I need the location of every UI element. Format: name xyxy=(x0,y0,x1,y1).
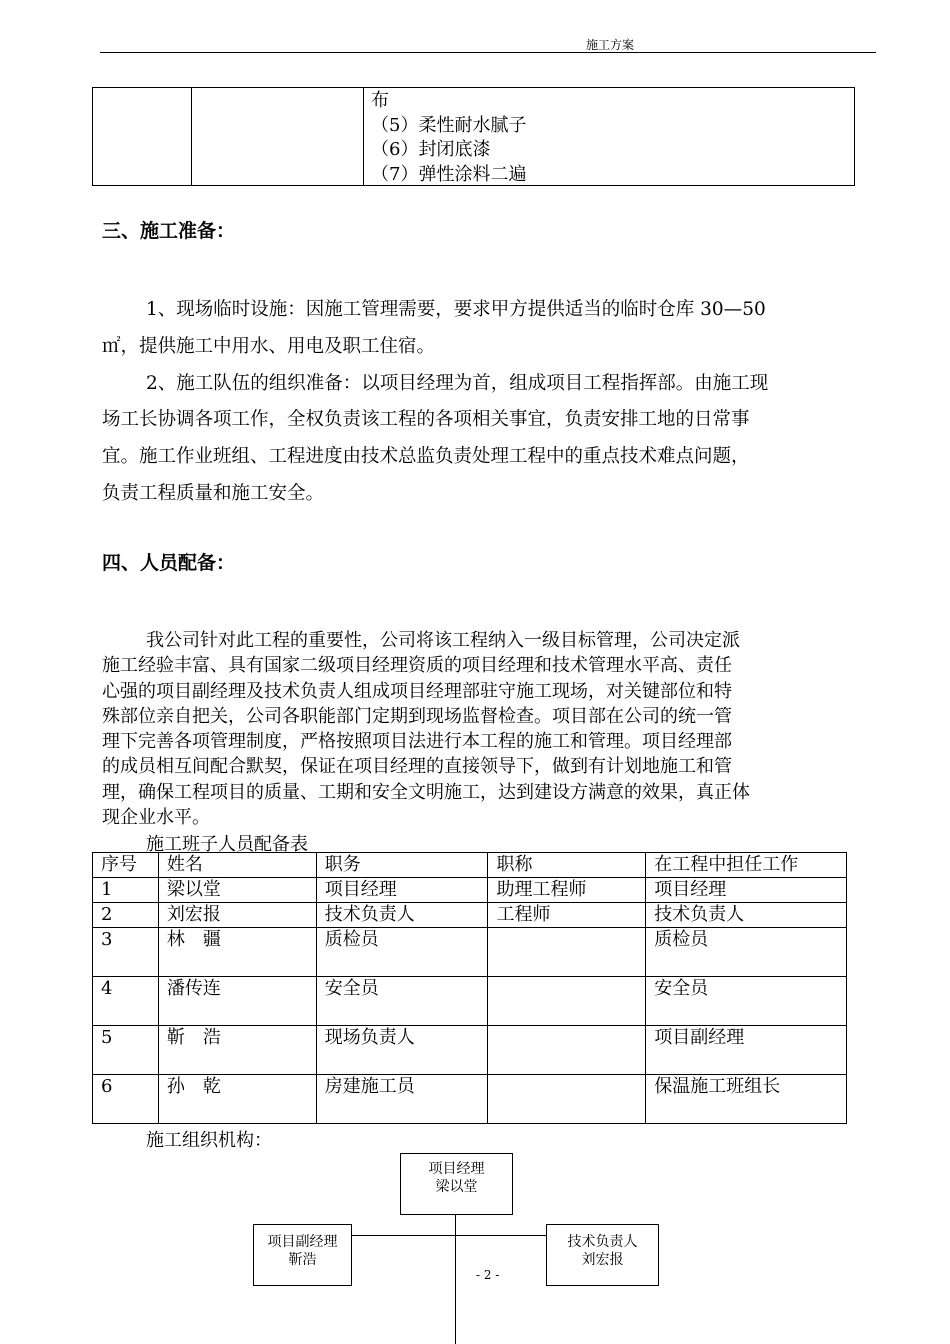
org-box-deputy-manager xyxy=(253,1224,352,1286)
continued-table xyxy=(92,87,855,186)
staffing-paragraph xyxy=(102,628,877,830)
table-row xyxy=(93,977,847,1026)
table-cell: 项目经理 xyxy=(646,878,847,903)
table-cell: 6 xyxy=(93,1075,159,1124)
paragraph-line: 2、施工队伍的组织准备：以项目经理为首，组成项目工程指挥部。由施工现 xyxy=(146,373,769,394)
paragraph-line: 负责工程质量和施工安全。 xyxy=(102,483,325,504)
table-cell: 工程师 xyxy=(488,903,646,928)
paragraph-line: 我公司针对此工程的重要性，公司将该工程纳入一级目标管理，公司决定派 xyxy=(146,630,740,651)
paragraph-line: 1、现场临时设施：因施工管理需要，要求甲方提供适当的临时仓库 30—50 xyxy=(146,299,766,320)
table-cell: 技术负责人 xyxy=(646,903,847,928)
page-number: - 2 - xyxy=(476,1268,500,1282)
table-cell: 现场负责人 xyxy=(316,1026,488,1075)
table-cell: 靳 浩 xyxy=(158,1026,316,1075)
table-cell xyxy=(488,977,646,1026)
org-role: 项目经理 xyxy=(428,1161,485,1177)
paragraph-line: 的成员相互间配合默契，保证在项目经理的直接领导下，做到有计划地施工和管 xyxy=(102,756,732,778)
table-cell: 质检员 xyxy=(646,928,847,977)
header-cell: 姓名 xyxy=(158,853,316,878)
header-cell: 序号 xyxy=(93,853,159,878)
table-cell: 孙 乾 xyxy=(158,1075,316,1124)
table-cell: 安全员 xyxy=(646,977,847,1026)
table-cell: 1 xyxy=(93,878,159,903)
header-title: 施工方案 xyxy=(586,38,635,52)
table-cell: 梁以堂 xyxy=(158,878,316,903)
table-divider xyxy=(191,88,192,185)
material-line: 布 xyxy=(371,90,389,111)
table-cell: 项目经理 xyxy=(316,878,488,903)
table-cell: 潘传连 xyxy=(158,977,316,1026)
table-cell xyxy=(488,1075,646,1124)
table-cell: 林 疆 xyxy=(158,928,316,977)
table-row xyxy=(93,928,847,977)
org-person: 梁以堂 xyxy=(435,1179,478,1195)
table-row xyxy=(93,1075,847,1124)
table-cell: 质检员 xyxy=(316,928,488,977)
paragraph-line: ㎡，提供施工中用水、用电及职工住宿。 xyxy=(102,336,436,357)
org-person: 刘宏报 xyxy=(581,1252,624,1268)
section-heading-preparation: 三、施工准备： xyxy=(102,220,236,242)
org-role: 项目副经理 xyxy=(267,1234,338,1250)
table-header-row xyxy=(93,853,847,878)
table-cell-materials xyxy=(371,89,526,187)
table-cell xyxy=(488,1026,646,1075)
table-row xyxy=(93,1026,847,1075)
header-rule xyxy=(100,52,876,53)
org-person: 靳浩 xyxy=(288,1252,317,1268)
paragraph-line: 施工经验丰富、具有国家二级项目经理资质的项目经理和技术管理水平高、责任 xyxy=(102,655,732,677)
material-line: （5）柔性耐水腻子 xyxy=(371,114,527,136)
table-divider xyxy=(363,88,364,185)
section-heading-staffing: 四、人员配备： xyxy=(102,552,236,574)
paragraph-line: 殊部位亲自把关，公司各职能部门定期到现场监督检查。项目部在公司的统一管 xyxy=(102,705,732,727)
table-cell: 3 xyxy=(93,928,159,977)
org-chart-caption: 施工组织机构： xyxy=(146,1130,272,1151)
table-cell: 房建施工员 xyxy=(316,1075,488,1124)
table-cell: 4 xyxy=(93,977,159,1026)
header-cell: 职称 xyxy=(488,853,646,878)
material-line: （6）封闭底漆 xyxy=(371,139,491,160)
table-cell: 保温施工班组长 xyxy=(646,1075,847,1124)
org-connector-horizontal xyxy=(352,1235,546,1236)
org-box-technical-lead xyxy=(546,1224,659,1286)
material-line: （7）弹性涂料二遍 xyxy=(371,163,527,185)
table-row xyxy=(93,903,847,928)
table-caption: 施工班子人员配备表 xyxy=(146,834,308,855)
header-cell: 在工程中担任工作 xyxy=(646,853,847,878)
paragraph-line: 理，确保工程项目的质量、工期和安全文明施工，达到建设方满意的效果，真正体 xyxy=(102,781,750,803)
paragraph-line: 宜。施工作业班组、工程进度由技术总监负责处理工程中的重点技术难点问题， xyxy=(102,446,750,467)
table-cell: 助理工程师 xyxy=(488,878,646,903)
header-cell: 职务 xyxy=(316,853,488,878)
table-row xyxy=(93,878,847,903)
org-role: 技术负责人 xyxy=(567,1234,638,1250)
paragraph-line: 理下完善各项管理制度，严格按照项目法进行本工程的施工和管理。项目经理部 xyxy=(102,731,732,753)
table-cell: 项目副经理 xyxy=(646,1026,847,1075)
table-cell xyxy=(488,928,646,977)
paragraph-line: 场工长协调各项工作，全权负责该工程的各项相关事宜，负责安排工地的日常事 xyxy=(102,409,750,430)
staff-table xyxy=(92,852,847,1124)
paragraph-line: 现企业水平。 xyxy=(102,807,210,829)
table-cell: 刘宏报 xyxy=(158,903,316,928)
table-cell: 安全员 xyxy=(316,977,488,1026)
org-box-project-manager xyxy=(400,1153,513,1215)
table-cell: 2 xyxy=(93,903,159,928)
table-cell: 技术负责人 xyxy=(316,903,488,928)
paragraph-line: 心强的项目副经理及技术负责人组成项目经理部驻守施工现场，对关键部位和特 xyxy=(102,680,732,702)
table-cell: 5 xyxy=(93,1026,159,1075)
